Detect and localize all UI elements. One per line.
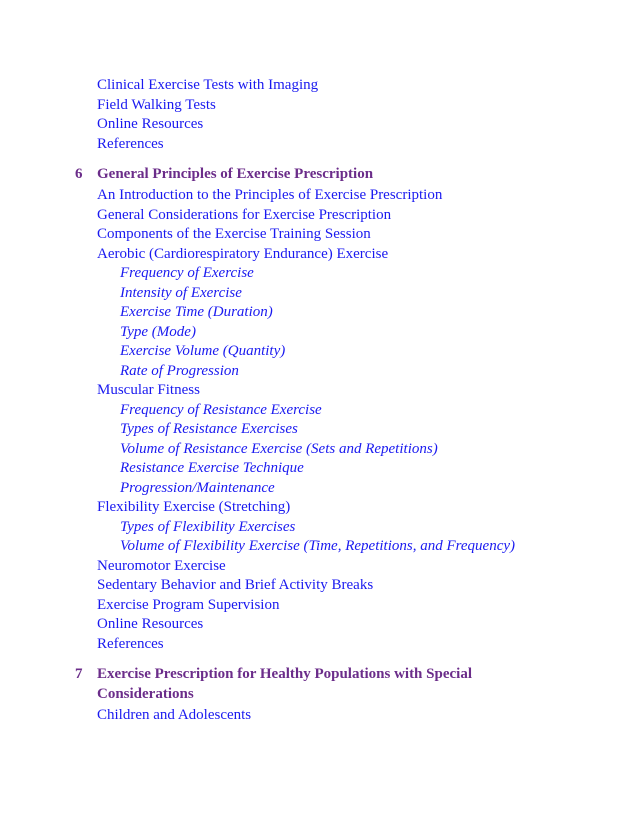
- chapter-title[interactable]: General Principles of Exercise Prescription: [97, 166, 374, 182]
- toc-link-general-considerations[interactable]: General Considerations for Exercise Prescription: [97, 206, 392, 223]
- chapter-title[interactable]: Exercise Prescription for Healthy Populations with Special Considerations: [97, 666, 472, 702]
- toc-link-online-resources[interactable]: Online Resources: [97, 116, 204, 132]
- toc-link-field-walking-tests[interactable]: Field Walking Tests: [97, 96, 216, 113]
- toc-link-resistance-technique[interactable]: Resistance Exercise Technique: [120, 460, 304, 476]
- toc-link-sedentary-behavior[interactable]: Sedentary Behavior and Brief Activity Breaks: [97, 577, 374, 593]
- toc-link-frequency-resistance[interactable]: Frequency of Resistance Exercise: [120, 401, 322, 418]
- toc-link-flexibility-exercise[interactable]: Flexibility Exercise (Stretching): [97, 499, 291, 515]
- toc-link-rate-of-progression[interactable]: Rate of Progression: [120, 362, 239, 379]
- toc-link-neuromotor-exercise[interactable]: Neuromotor Exercise: [97, 557, 226, 574]
- toc-link-references[interactable]: References: [97, 635, 164, 652]
- chapter-number: 6: [75, 166, 83, 182]
- toc-link-exercise-time[interactable]: Exercise Time (Duration): [120, 304, 273, 320]
- chapter-number: 7: [75, 666, 83, 682]
- toc-link-volume-resistance[interactable]: Volume of Resistance Exercise (Sets and Repetitions): [120, 440, 438, 457]
- toc-link-exercise-volume[interactable]: Exercise Volume (Quantity): [120, 343, 286, 359]
- toc-link-references[interactable]: References: [97, 135, 164, 152]
- toc-link-progression-maintenance[interactable]: Progression/Maintenance: [120, 479, 275, 496]
- toc-link-types-resistance[interactable]: Types of Resistance Exercises: [120, 421, 298, 437]
- toc-link-types-flexibility[interactable]: Types of Flexibility Exercises: [120, 518, 296, 535]
- toc-link-muscular-fitness[interactable]: Muscular Fitness: [97, 382, 200, 398]
- toc-link-volume-flexibility[interactable]: Volume of Flexibility Exercise (Time, Repetitions, and Frequency): [120, 538, 516, 554]
- toc-link-clinical-exercise-tests-imaging[interactable]: Clinical Exercise Tests with Imaging: [97, 77, 319, 93]
- toc-link-aerobic-exercise[interactable]: Aerobic (Cardiorespiratory Endurance) Exercise: [97, 245, 389, 262]
- table-of-contents: [0, 76, 638, 726]
- toc-link-intro-principles[interactable]: An Introduction to the Principles of Exercise Prescription: [97, 187, 443, 203]
- toc-link-components-training-session[interactable]: Components of the Exercise Training Session: [97, 226, 371, 242]
- toc-link-frequency-of-exercise[interactable]: Frequency of Exercise: [120, 265, 254, 281]
- chapter-7-heading[interactable]: [0, 664, 638, 704]
- toc-link-online-resources[interactable]: Online Resources: [97, 616, 204, 632]
- chapter-6-heading[interactable]: [0, 164, 638, 184]
- toc-link-type-mode[interactable]: Type (Mode): [120, 323, 196, 340]
- toc-link-intensity-of-exercise[interactable]: Intensity of Exercise: [120, 284, 242, 301]
- toc-link-program-supervision[interactable]: Exercise Program Supervision: [97, 596, 280, 613]
- toc-link-children-adolescents[interactable]: Children and Adolescents: [97, 707, 252, 723]
